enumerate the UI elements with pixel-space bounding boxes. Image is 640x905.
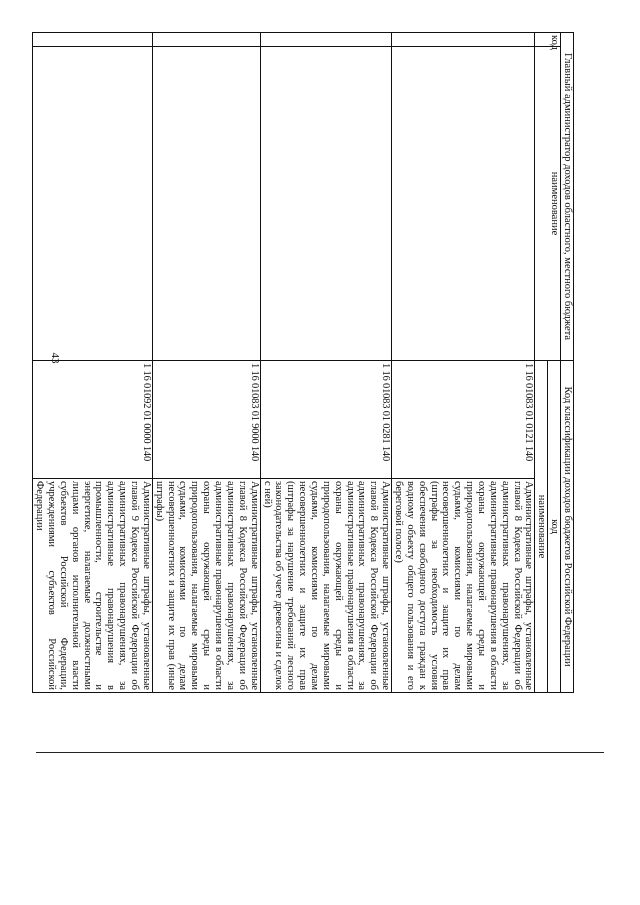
header-row-1 (561, 33, 574, 693)
header-class-name: наименование (535, 361, 548, 693)
header-class-code: код (548, 361, 561, 693)
row-code: 1 16 01083 01 0281 140 (260, 361, 391, 479)
admin-code-cell (392, 33, 535, 47)
table-row (152, 33, 260, 693)
table-row (33, 33, 153, 693)
admin-name-cell (260, 47, 391, 361)
scan-divider-line (36, 752, 604, 753)
header-main-admin: Главный администратор доходов областного, местного бюджета (561, 33, 574, 361)
row-name: Административные штрафы, установленные главой 8 Кодекса Российской Федерации об административных правонарушениях, за административные правонарушения в области охраны окружающей среды и природопользования, налагаемые мировыми судьями, комиссиями по делам несовершеннолетних и защите их прав (штрафы за нарушение требований лесного законодательства об учете древесины и сделок с ней) (260, 479, 391, 693)
row-name: Административные штрафы, установленные главой 8 Кодекса Российской Федерации об административных правонарушениях, за административные правонарушения в области охраны окружающей среды и природопользования, налагаемые мировыми судьями, комиссиями по делам несовершеннолетних и защите их прав (штрафы за необходимость условия обеспечения свободного доступа граждан к водному объекту общего пользования и его береговой полосе) (392, 479, 535, 693)
admin-code-cell (33, 33, 153, 47)
budget-classification-table (32, 32, 574, 693)
header-admin-code: код (535, 33, 561, 47)
table-row (392, 33, 535, 693)
page-number: 43 (49, 352, 61, 364)
admin-code-cell (260, 33, 391, 47)
admin-name-cell (152, 47, 260, 361)
row-code: 1 16 01083 01 9000 140 (152, 361, 260, 479)
admin-name-cell (33, 47, 153, 361)
header-classification: Код классификации доходов бюджетов Российской Федерации (561, 361, 574, 693)
row-name: Административные штрафы, установленные главой 9 Кодекса Российской Федерации об административных правонарушениях, за административные правонарушения в промышленности, строительстве и энергетике, налагаемые должностными лицами органов исполнительной власти субъектов Российской Федерации, учреждениями субъектов Российской Федерации (33, 479, 153, 693)
admin-name-cell (392, 47, 535, 361)
header-row-2 (548, 33, 561, 693)
row-name: Административные штрафы, установленные главой 8 Кодекса Российской Федерации об административных правонарушениях, за административные правонарушения в области охраны окружающей среды и природопользования, налагаемые мировыми судьями, комиссиями по делам несовершеннолетних и защите их прав (иные штрафы) (152, 479, 260, 693)
admin-code-cell (152, 33, 260, 47)
row-code: 1 16 01092 01 0000 140 (33, 361, 153, 479)
table-row (260, 33, 391, 693)
header-admin-name: наименование (535, 47, 561, 361)
row-code: 1 16 01083 01 0121 140 (392, 361, 535, 479)
